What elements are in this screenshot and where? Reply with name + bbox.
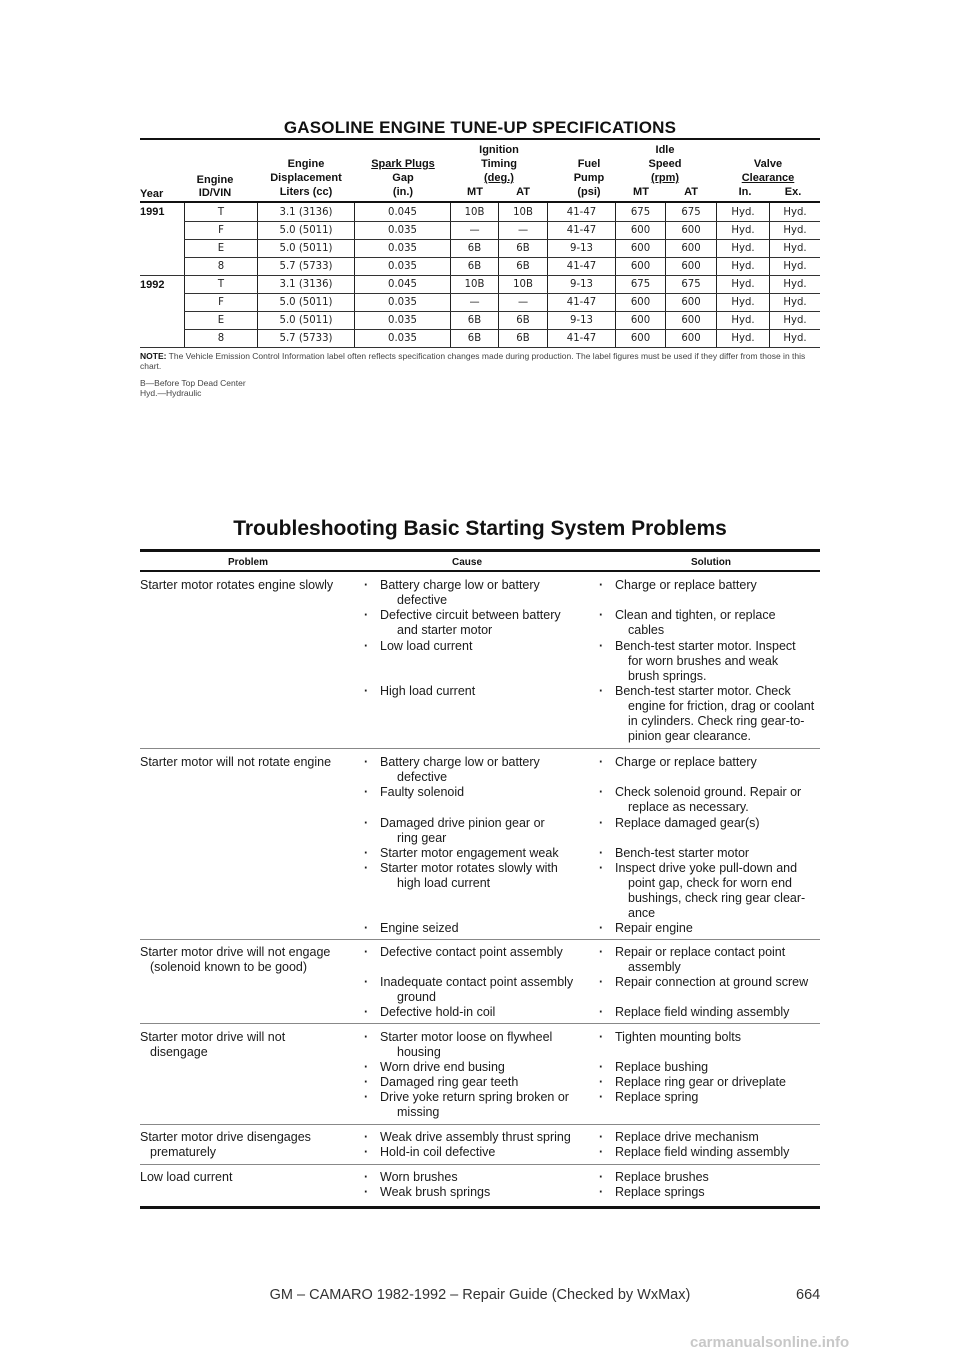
- ts-header-problem: Problem: [228, 557, 269, 568]
- solution-item: [590, 608, 776, 638]
- solution-line: · Charge or replace battery: [590, 755, 757, 770]
- cause-line: · Starter motor rotates slowly with: [355, 861, 558, 876]
- cell-valve-in: Hyd.: [731, 277, 755, 290]
- cell-idle-at: 600: [681, 313, 701, 326]
- watermark: carmanualsonline.info: [690, 1334, 850, 1351]
- header-ign-2: Timing: [481, 158, 517, 170]
- cell-disp: 5.7 (5733): [279, 259, 333, 272]
- ts-header-cause: Cause: [452, 557, 483, 568]
- problem-text: Starter motor rotates engine slowly: [140, 578, 334, 592]
- solution-line: · Replace bushing: [590, 1060, 708, 1075]
- cause-line: · Faulty solenoid: [355, 785, 464, 800]
- ts-divider: [140, 1124, 820, 1125]
- cell-gap: 0.035: [388, 241, 417, 254]
- header-disp-2: Displacement: [270, 172, 342, 184]
- solution-item: [590, 755, 757, 770]
- solution-line: pinion gear clearance.: [628, 729, 751, 743]
- cell-vin: T: [217, 205, 225, 218]
- problem-text: Starter motor will not rotate engine: [140, 755, 332, 769]
- cause-item: [355, 1145, 495, 1160]
- cause-item: [355, 921, 459, 936]
- cell-fuel: 41-47: [566, 295, 597, 308]
- header-fuel-3: (psi): [577, 186, 601, 198]
- cell-valve-ex: Hyd.: [783, 223, 807, 236]
- cause-line: defective: [397, 593, 448, 607]
- cause-line: · Worn brushes: [355, 1170, 458, 1185]
- cell-fuel: 41-47: [566, 205, 597, 218]
- cell-idle-at: 600: [681, 223, 701, 236]
- cell-idle-mt: 600: [630, 241, 651, 254]
- header-valve-in: In.: [738, 186, 752, 198]
- cell-ign-at: 10B: [513, 205, 533, 218]
- solution-item: [590, 1075, 786, 1090]
- solution-item: [590, 1145, 789, 1160]
- cause-line: high load current: [397, 876, 491, 890]
- page-number: 664: [796, 1287, 821, 1303]
- solution-item: [590, 1090, 698, 1105]
- cell-ign-mt: 6B: [467, 259, 482, 272]
- cell-fuel: 9-13: [570, 277, 593, 290]
- solution-line: · Replace springs: [590, 1185, 705, 1200]
- problem-line: (solenoid known to be good): [150, 960, 308, 974]
- solution-item: [590, 1060, 708, 1075]
- solution-item: [590, 1030, 741, 1045]
- solution-line: cables: [628, 623, 665, 637]
- cell-ign-mt: 10B: [464, 277, 485, 290]
- cell-valve-in: Hyd.: [731, 205, 755, 218]
- cell-idle-mt: 600: [630, 259, 651, 272]
- solution-line: brush springs.: [628, 669, 707, 683]
- problem-text: [140, 945, 330, 975]
- cell-ign-mt: 6B: [467, 313, 482, 326]
- cell-valve-in: Hyd.: [731, 241, 755, 254]
- cell-gap: 0.035: [388, 313, 417, 326]
- cell-idle-mt: 600: [630, 223, 651, 236]
- cause-line: · Hold-in coil defective: [355, 1145, 495, 1160]
- header-spark-3: (in.): [392, 186, 414, 198]
- header-idle-2: Speed: [648, 158, 682, 170]
- cause-item: [355, 975, 573, 1005]
- cause-line: · Damaged ring gear teeth: [355, 1075, 518, 1090]
- cell-ign-at: 6B: [516, 313, 530, 326]
- header-year: Year: [140, 188, 164, 200]
- header-valve-ex: Ex.: [784, 186, 802, 198]
- cause-line: · Battery charge low or battery: [355, 578, 540, 593]
- solution-line: · Replace damaged gear(s): [590, 816, 760, 831]
- header-ign-mt: MT: [467, 186, 483, 198]
- cause-line: · Defective circuit between battery: [355, 608, 561, 623]
- header-disp-1: Engine: [287, 158, 325, 170]
- solution-line: replace as necessary.: [628, 800, 749, 814]
- solution-line: assembly: [628, 960, 681, 974]
- cell-idle-at: 600: [681, 331, 701, 344]
- cause-line: · Starter motor loose on flywheel: [355, 1030, 552, 1045]
- cause-item: [355, 684, 475, 699]
- cause-line: · Inadequate contact point assembly: [355, 975, 573, 990]
- cell-idle-mt: 675: [630, 205, 651, 218]
- cell-ign-mt: —: [469, 295, 480, 308]
- solution-item: [590, 684, 814, 744]
- cause-line: · Damaged drive pinion gear or: [355, 816, 545, 831]
- legend-hydraulic: Hyd.—Hydraulic: [140, 388, 202, 398]
- cause-item: [355, 1130, 571, 1145]
- cell-valve-ex: Hyd.: [783, 295, 807, 308]
- header-fuel-2: Pump: [573, 172, 605, 184]
- cell-valve-in: Hyd.: [731, 295, 755, 308]
- solution-line: for worn brushes and weak: [628, 654, 779, 668]
- cause-line: · Engine seized: [355, 921, 459, 936]
- cell-disp: 5.0 (5011): [279, 223, 333, 236]
- spec-title-rule: [140, 138, 820, 140]
- cause-line: housing: [397, 1045, 441, 1059]
- solution-item: [590, 1005, 789, 1020]
- problem-line: prematurely: [150, 1145, 216, 1159]
- cell-vin: F: [218, 295, 224, 308]
- header-valve-1: Valve: [753, 158, 783, 170]
- header-engine-2: ID/VIN: [198, 187, 232, 199]
- solution-line: ance: [628, 906, 656, 920]
- cell-valve-ex: Hyd.: [783, 241, 807, 254]
- cause-line: ring gear: [397, 831, 447, 845]
- header-spark-2: Gap: [392, 172, 414, 184]
- solution-item: [590, 1170, 709, 1185]
- cell-fuel: 41-47: [566, 259, 597, 272]
- ts-title-rule: [140, 549, 820, 552]
- problem-text: [140, 1130, 311, 1160]
- cell-valve-in: Hyd.: [731, 313, 755, 326]
- cell-valve-in: Hyd.: [731, 223, 755, 236]
- cell-valve-ex: Hyd.: [783, 277, 807, 290]
- cell-ign-at: —: [517, 223, 529, 236]
- spec-table-title: GASOLINE ENGINE TUNE-UP SPECIFICATIONS: [283, 118, 677, 137]
- cause-item: [355, 861, 558, 891]
- ts-header-solution: Solution: [691, 557, 731, 568]
- solution-line: in cylinders. Check ring gear-to-: [628, 714, 805, 728]
- cause-line: ground: [397, 990, 436, 1004]
- cause-line: · Starter motor engagement weak: [355, 846, 559, 861]
- cell-disp: 3.1 (3136): [279, 277, 333, 290]
- cell-idle-at: 600: [681, 241, 701, 254]
- cell-gap: 0.045: [388, 277, 417, 290]
- problem-line: Starter motor drive will not engage: [140, 945, 331, 959]
- solution-line: · Replace ring gear or driveplate: [590, 1075, 786, 1090]
- cause-item: [355, 578, 540, 608]
- ts-header-rule: [140, 570, 820, 572]
- cell-valve-in: Hyd.: [731, 331, 755, 344]
- cause-line: defective: [397, 770, 448, 784]
- header-spark-1: Spark Plugs: [371, 158, 435, 170]
- cell-idle-at: 675: [681, 277, 701, 290]
- troubleshooting-title: Troubleshooting Basic Starting System Problems: [233, 517, 727, 540]
- header-ign-1: Ignition: [479, 144, 519, 156]
- cause-item: [355, 1030, 552, 1060]
- grid-hline: [140, 347, 820, 348]
- solution-item: [590, 921, 693, 936]
- cell-ign-at: 10B: [513, 277, 533, 290]
- solution-line: · Replace spring: [590, 1090, 698, 1105]
- cell-fuel: 41-47: [566, 331, 597, 344]
- solution-line: · Replace drive mechanism: [590, 1130, 759, 1145]
- cell-valve-ex: Hyd.: [783, 259, 807, 272]
- cell-disp: 3.1 (3136): [279, 205, 333, 218]
- solution-item: [590, 1130, 759, 1145]
- cell-idle-mt: 600: [630, 331, 651, 344]
- cell-ign-mt: 6B: [467, 331, 482, 344]
- cell-valve-ex: Hyd.: [783, 205, 807, 218]
- cause-item: [355, 639, 472, 654]
- cell-valve-ex: Hyd.: [783, 313, 807, 326]
- cause-line: · Drive yoke return spring broken or: [355, 1090, 569, 1105]
- cell-vin: E: [217, 241, 225, 254]
- header-idle-3: (rpm): [650, 172, 680, 184]
- problem-text: Low load current: [140, 1170, 233, 1184]
- problem-line: disengage: [150, 1045, 208, 1059]
- cause-line: and starter motor: [397, 623, 493, 637]
- solution-item: [590, 785, 801, 815]
- solution-line: · Check solenoid ground. Repair or: [590, 785, 801, 800]
- header-idle-mt: MT: [633, 186, 649, 198]
- cause-line: · Defective contact point assembly: [355, 945, 563, 960]
- solution-item: [590, 639, 796, 684]
- cell-idle-mt: 675: [630, 277, 651, 290]
- solution-line: · Repair or replace contact point: [590, 945, 785, 960]
- cell-ign-at: —: [517, 295, 529, 308]
- cell-valve-in: Hyd.: [731, 259, 755, 272]
- solution-line: · Replace field winding assembly: [590, 1145, 789, 1160]
- cell-vin: 8: [217, 331, 225, 344]
- solution-item: [590, 578, 757, 593]
- cell-ign-at: 6B: [516, 331, 530, 344]
- cell-disp: 5.0 (5011): [279, 241, 333, 254]
- note-text: The Vehicle Emission Control Information label often reflects specification changes made during production. The label figures must be used if they differ from those in this chart.: [140, 351, 806, 371]
- header-idle-1: Idle: [655, 144, 675, 156]
- cause-item: [355, 1170, 458, 1185]
- problem-text: [140, 1030, 285, 1060]
- solution-item: [590, 975, 808, 990]
- ts-bottom-rule: [140, 1206, 820, 1209]
- year-1991: 1991: [140, 206, 165, 218]
- ts-divider: [140, 748, 820, 749]
- cell-gap: 0.045: [388, 205, 417, 218]
- cause-item: [355, 1075, 518, 1090]
- cell-disp: 5.0 (5011): [279, 295, 333, 308]
- solution-line: point gap, check for worn end: [628, 876, 792, 890]
- solution-line: · Charge or replace battery: [590, 578, 757, 593]
- cell-idle-at: 675: [681, 205, 701, 218]
- cause-line: · Battery charge low or battery: [355, 755, 540, 770]
- solution-line: · Replace field winding assembly: [590, 1005, 789, 1020]
- cause-item: [355, 785, 464, 800]
- cause-item: [355, 608, 561, 638]
- cell-ign-mt: 10B: [464, 205, 485, 218]
- solution-line: bushings, check ring gear clear-: [628, 891, 806, 905]
- solution-line: · Inspect drive yoke pull-down and: [590, 861, 805, 876]
- cell-vin: T: [217, 277, 225, 290]
- cell-ign-at: 6B: [516, 241, 530, 254]
- solution-item: [590, 846, 749, 861]
- solution-line: · Bench-test starter motor. Inspect: [590, 639, 796, 654]
- solution-line: · Repair engine: [590, 921, 693, 936]
- spec-note: [140, 351, 820, 371]
- solution-line: · Bench-test starter motor. Check: [590, 684, 814, 699]
- cause-item: [355, 816, 545, 846]
- cell-disp: 5.0 (5011): [279, 313, 333, 326]
- solution-line: engine for friction, drag or coolant: [628, 699, 815, 713]
- cell-gap: 0.035: [388, 259, 417, 272]
- solution-line: · Repair connection at ground screw: [590, 975, 808, 990]
- cell-idle-at: 600: [681, 259, 701, 272]
- header-disp-3: Liters (cc): [279, 186, 333, 198]
- cell-idle-at: 600: [681, 295, 701, 308]
- cell-gap: 0.035: [388, 295, 417, 308]
- cause-item: [355, 945, 563, 960]
- solution-line: · Tighten mounting bolts: [590, 1030, 741, 1045]
- cause-item: [355, 846, 559, 861]
- header-idle-at: AT: [684, 186, 698, 198]
- cause-line: · Defective hold-in coil: [355, 1005, 495, 1020]
- cause-item: [355, 1060, 505, 1075]
- cause-line: · Low load current: [355, 639, 472, 654]
- cell-idle-mt: 600: [630, 295, 651, 308]
- cause-line: · Worn drive end busing: [355, 1060, 505, 1075]
- cause-item: [355, 755, 540, 785]
- legend-before-tdc: B—Before Top Dead Center: [140, 378, 246, 388]
- header-valve-2: Clearance: [741, 172, 795, 184]
- cause-item: [355, 1005, 495, 1020]
- cell-fuel: 9-13: [570, 313, 593, 326]
- ts-divider: [140, 1164, 820, 1165]
- cell-valve-ex: Hyd.: [783, 331, 807, 344]
- cell-vin: F: [218, 223, 224, 236]
- cell-gap: 0.035: [388, 223, 417, 236]
- cell-disp: 5.7 (5733): [279, 331, 333, 344]
- problem-line: Starter motor drive will not: [140, 1030, 286, 1044]
- header-ign-at: AT: [516, 186, 530, 198]
- cell-gap: 0.035: [388, 331, 417, 344]
- cause-line: missing: [397, 1105, 440, 1119]
- header-fuel-1: Fuel: [577, 158, 601, 170]
- cell-ign-at: 6B: [516, 259, 530, 272]
- cell-ign-mt: —: [469, 223, 480, 236]
- ts-divider: [140, 1023, 820, 1024]
- cell-vin: E: [217, 313, 225, 326]
- solution-line: · Bench-test starter motor: [590, 846, 749, 861]
- cell-ign-mt: 6B: [467, 241, 482, 254]
- solution-line: · Clean and tighten, or replace: [590, 608, 776, 623]
- solution-item: [590, 861, 805, 921]
- header-ign-3: (deg.): [484, 172, 514, 184]
- problem-line: Starter motor drive disengages: [140, 1130, 311, 1144]
- year-1992: 1992: [140, 279, 165, 291]
- cause-line: · Weak brush springs: [355, 1185, 490, 1200]
- ts-divider: [140, 939, 820, 940]
- cause-line: · Weak drive assembly thrust spring: [355, 1130, 571, 1145]
- solution-item: [590, 945, 785, 975]
- header-engine-1: Engine: [196, 174, 234, 186]
- cell-fuel: 41-47: [566, 223, 597, 236]
- solution-item: [590, 1185, 705, 1200]
- cell-fuel: 9-13: [570, 241, 593, 254]
- solution-line: · Replace brushes: [590, 1170, 709, 1185]
- cause-item: [355, 1090, 569, 1120]
- cell-vin: 8: [217, 259, 225, 272]
- cause-line: · High load current: [355, 684, 475, 699]
- solution-item: [590, 816, 760, 831]
- note-label: NOTE:: [140, 351, 167, 361]
- cell-idle-mt: 600: [630, 313, 651, 326]
- cause-item: [355, 1185, 490, 1200]
- footer-title: GM – CAMARO 1982-1992 – Repair Guide (Checked by WxMax): [269, 1287, 691, 1303]
